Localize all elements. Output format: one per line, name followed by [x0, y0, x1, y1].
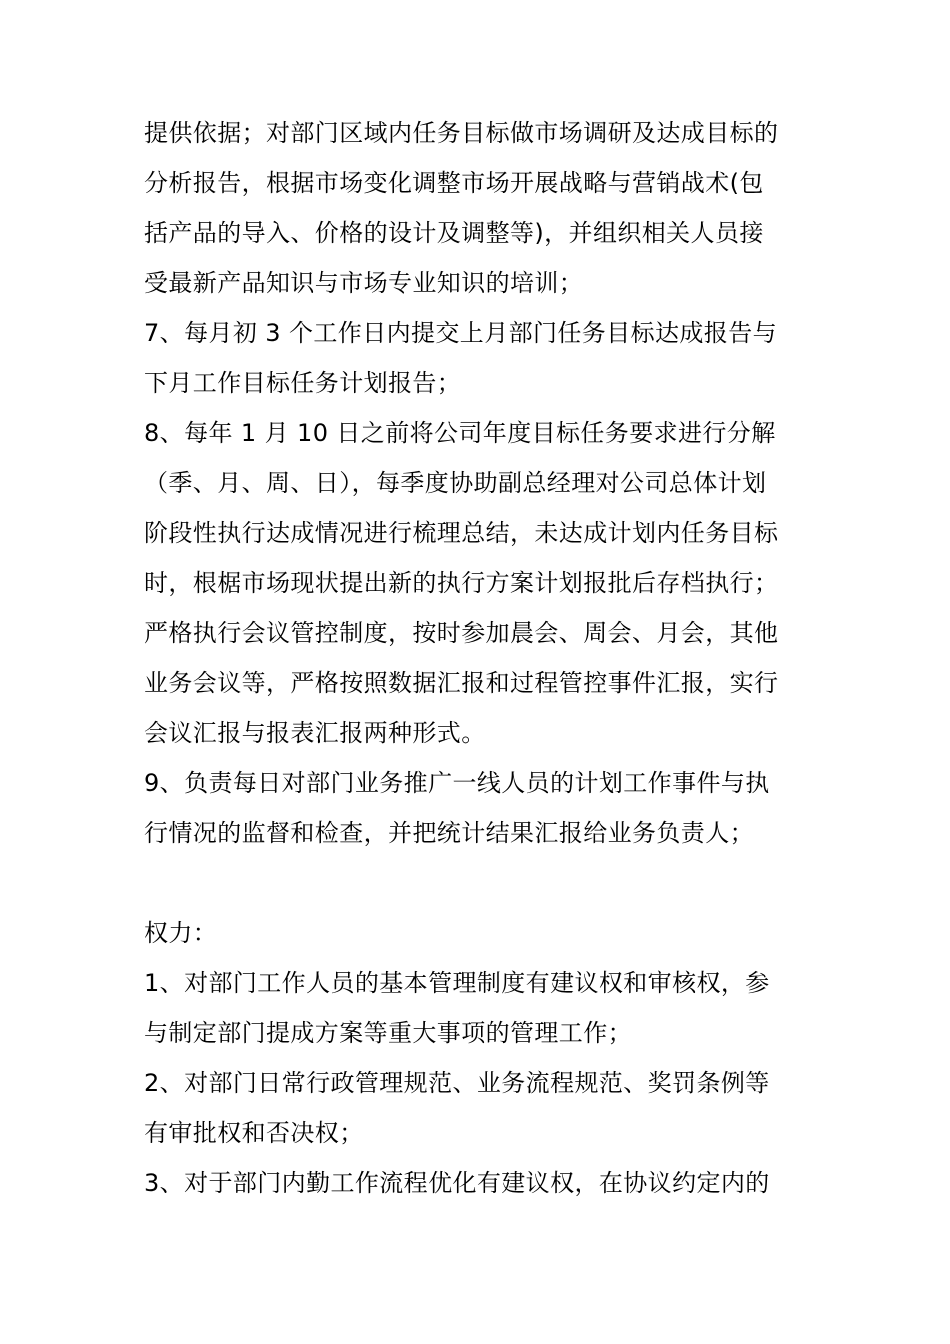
text-line: 业务会议等，严格按照数据汇报和过程管控事件汇报，实行 [144, 669, 779, 697]
list-item-1: 1、对部门工作人员的基本管理制度有建议权和审核权，参 [144, 969, 770, 997]
text-line: 下月工作目标任务计划报告； [144, 369, 462, 397]
text-line: 提供依据；对部门区域内任务目标做市场调研及达成目标的 [144, 119, 779, 147]
list-item-8: 8、每年 1 月 10 日之前将公司年度目标任务要求进行分解 [144, 419, 776, 447]
text-line: 分析报告，根据市场变化调整市场开展战略与营销战术(包 [144, 169, 764, 197]
list-item-7: 7、每月初 3 个工作日内提交上月部门任务目标达成报告与 [144, 319, 777, 347]
text-line: 阶段性执行达成情况进行梳理总结，未达成计划内任务目标 [144, 519, 779, 547]
list-item-9: 9、负责每日对部门业务推广一线人员的计划工作事件与执 [144, 769, 770, 797]
text-line: 与制定部门提成方案等重大事项的管理工作； [144, 1019, 632, 1047]
section-heading: 权力： [144, 919, 218, 947]
text-line: 括产品的导入、价格的设计及调整等)，并组织相关人员接 [144, 219, 764, 247]
list-item-3: 3、对于部门内勤工作流程优化有建议权，在协议约定内的 [144, 1169, 770, 1197]
text-line: 会议汇报与报表汇报两种形式。 [144, 719, 486, 747]
document-body [144, 108, 810, 1208]
text-line: 严格执行会议管控制度，按时参加晨会、周会、月会，其他 [144, 619, 779, 647]
blank-line [144, 858, 810, 908]
text-line: 受最新产品知识与市场专业知识的培训； [144, 269, 584, 297]
text-line: 有审批权和否决权； [144, 1119, 364, 1147]
text-line: （季、月、周、日），每季度协助副总经理对公司总体计划 [144, 469, 767, 497]
text-line: 时，根椐市场现状提出新的执行方案计划报批后存档执行； [144, 569, 779, 597]
list-item-2: 2、对部门日常行政管理规范、业务流程规范、奖罚条例等 [144, 1069, 770, 1097]
text-line: 行情况的监督和检查，并把统计结果汇报给业务负责人； [144, 819, 754, 847]
